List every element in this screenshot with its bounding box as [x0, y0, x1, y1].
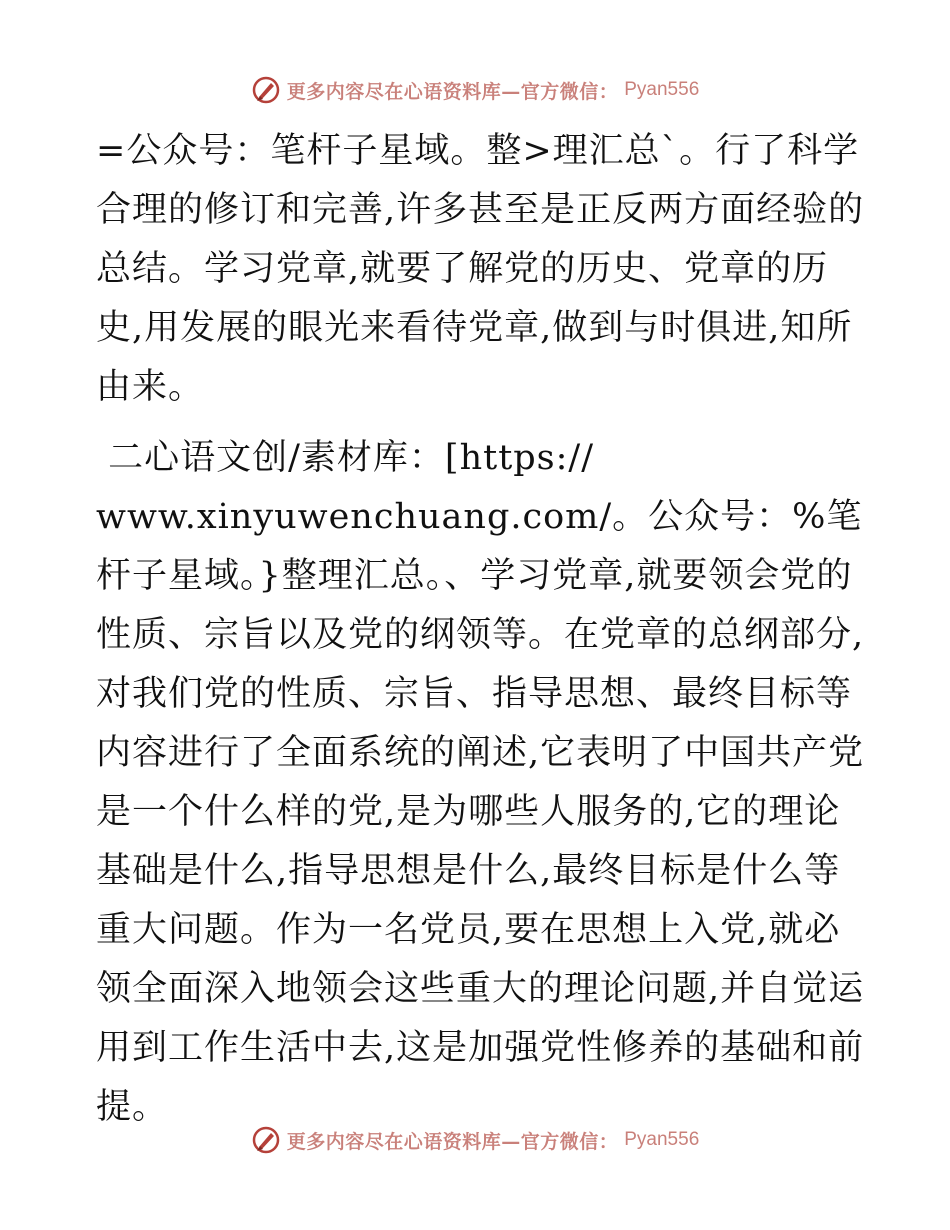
header-banner: [0, 70, 950, 110]
paragraph: =公众号：笔杆子星域。整>理汇总`。行了科学合理的修订和完善,许多甚至是正反两方面经验的总结。学习党章,就要了解党的历史、党章的历史,用发展的眼光来看待党章,做到与时俱进,知所由来。: [96, 131, 865, 407]
paragraph: www.xinyuwenchuang.com/。公众号：%笔杆子星域。}整理汇总。、学习党章,就要领会党的性质、宗旨以及党的纲领等。在党章的总纲部分,对我们党的性质、宗旨、指导思想、最终目标等内容进行了全面系统的阐述,它表明了中国共产党是一个什么样的党,是为哪些人服务的,它的理论基础是什么,指导思想是什么,最终目标是什么等重大问题。作为一名党员,要在思想上入党,就必领全面深入地领会这些重大的理论问题,并自觉运用到工作生活中去,这是加强党性修养的基础和前提。: [96, 497, 865, 1127]
banner-wechat-id: Pyan556: [624, 79, 700, 100]
paragraph-line: 二心语文创/素材库：[https://: [96, 438, 595, 478]
banner-text: 更多内容尽在心语资料库—官方微信：: [286, 1130, 619, 1153]
banner-wechat-id: Pyan556: [624, 1129, 700, 1150]
footer-banner: [0, 1120, 950, 1160]
pen-logo-icon: [251, 75, 281, 105]
banner-text: 更多内容尽在心语资料库—官方微信：: [286, 80, 619, 103]
pen-logo-icon: [251, 1125, 281, 1155]
document-body: [96, 122, 866, 1137]
